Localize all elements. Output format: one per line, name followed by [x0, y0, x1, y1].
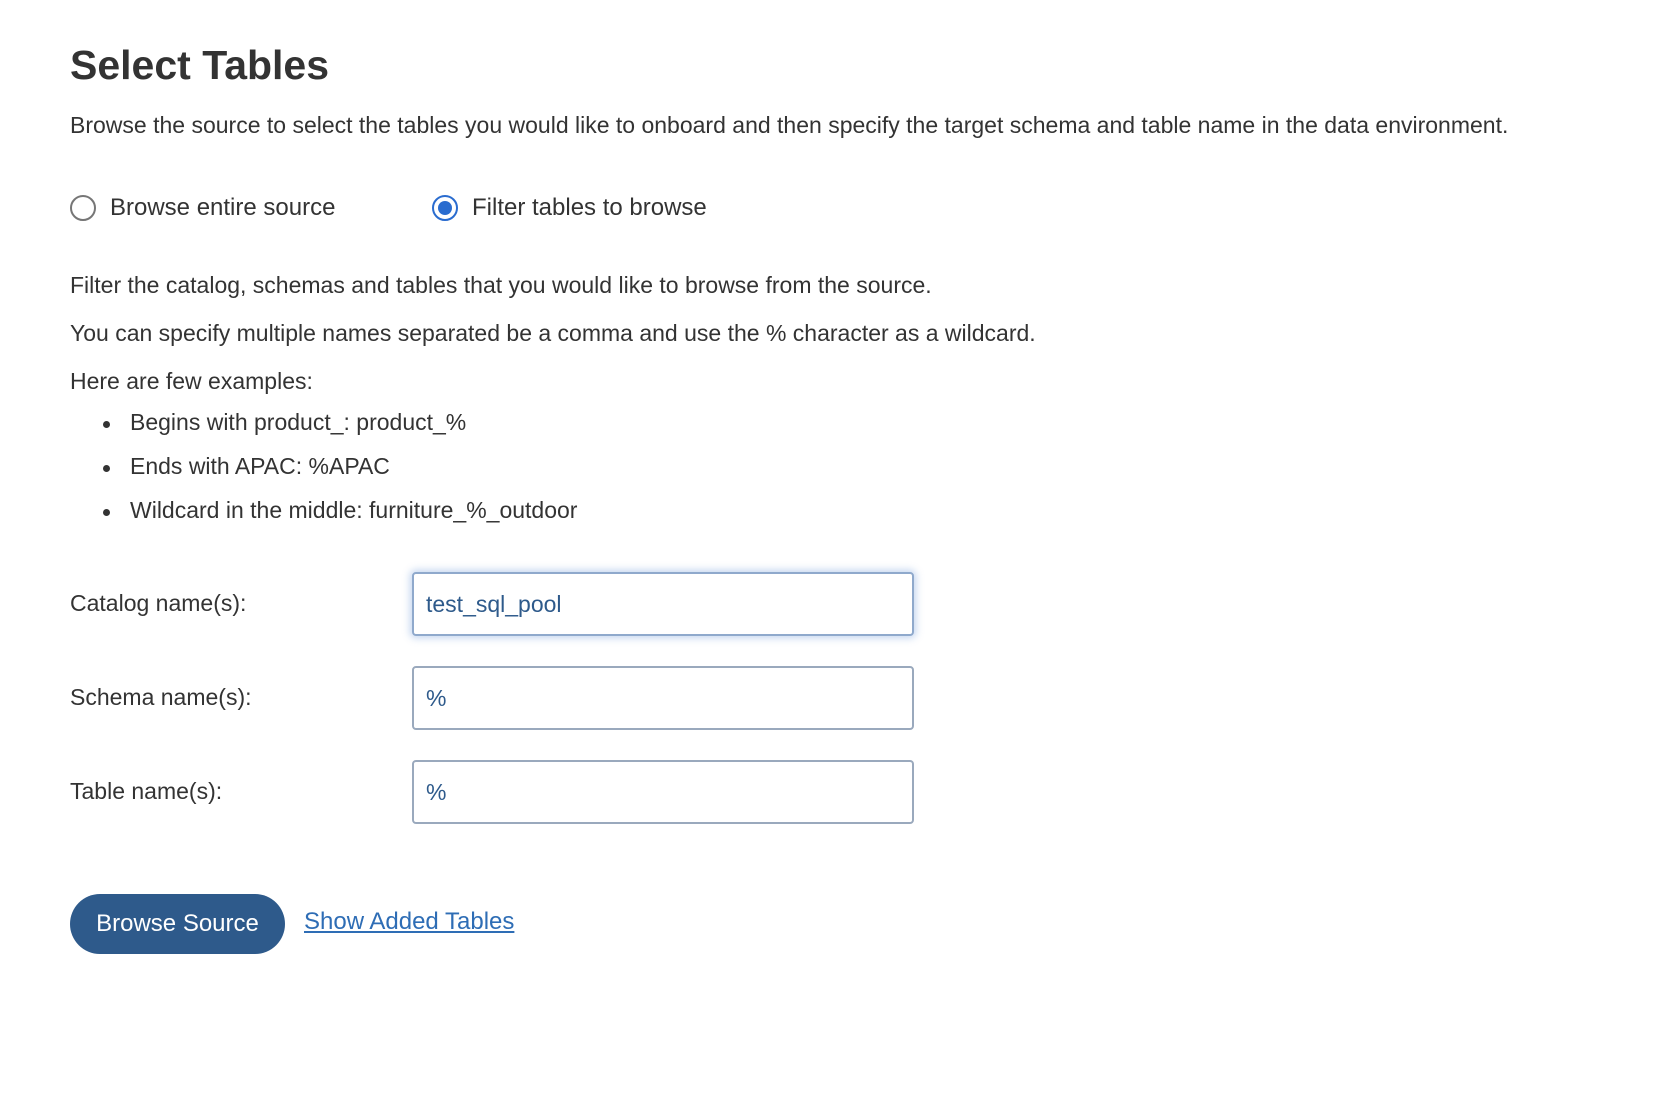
page-description: Browse the source to select the tables you would like to onboard and then specify the target schema and table name in the data environment.	[70, 112, 1509, 138]
catalog-field-row	[70, 572, 970, 636]
table-field-row	[70, 760, 970, 824]
table-label: Table name(s):	[70, 778, 223, 804]
radio-button-checked[interactable]	[432, 195, 458, 221]
browse-mode-radio-group	[70, 194, 870, 226]
radio-browse-entire-source[interactable]	[70, 194, 335, 222]
catalog-label: Catalog name(s):	[70, 590, 247, 616]
table-name-input[interactable]	[412, 760, 914, 824]
radio-label-browse-entire-source: Browse entire source	[110, 194, 336, 221]
page-title: Select Tables	[70, 42, 330, 88]
radio-button-unchecked[interactable]	[70, 195, 96, 221]
radio-filter-tables[interactable]	[432, 194, 707, 222]
examples-list	[70, 408, 577, 540]
list-item: Ends with APAC: %APAC	[70, 452, 577, 496]
show-added-tables-link[interactable]: Show Added Tables	[304, 908, 515, 935]
action-bar	[70, 894, 770, 954]
list-item: Begins with product_: product_%	[70, 408, 577, 452]
schema-label: Schema name(s):	[70, 684, 252, 710]
wildcard-help-text: You can specify multiple names separated be a comma and use the % character as a wildcard.	[70, 320, 1036, 346]
schema-field-row	[70, 666, 970, 730]
catalog-name-input[interactable]	[412, 572, 914, 636]
filter-help-text: Filter the catalog, schemas and tables that you would like to browse from the source.	[70, 272, 932, 298]
radio-label-filter-tables: Filter tables to browse	[472, 194, 707, 221]
list-item: Wildcard in the middle: furniture_%_outdoor	[70, 496, 577, 540]
browse-source-button[interactable]: Browse Source	[70, 894, 285, 954]
examples-heading: Here are few examples:	[70, 368, 313, 394]
schema-name-input[interactable]	[412, 666, 914, 730]
